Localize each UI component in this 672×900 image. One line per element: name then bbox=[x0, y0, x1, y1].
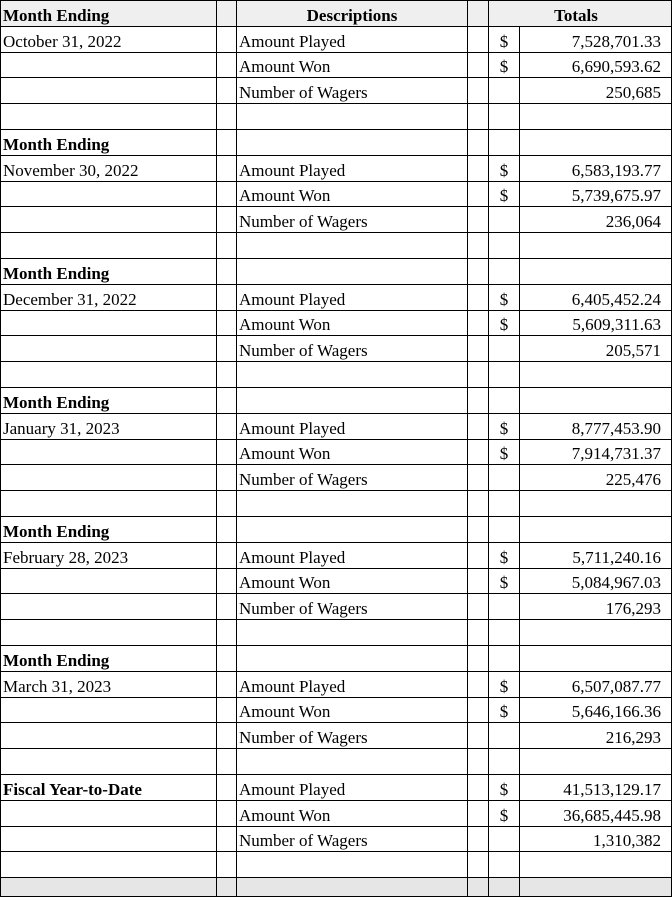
description-cell: Number of Wagers bbox=[237, 465, 468, 491]
currency-cell: $ bbox=[489, 542, 520, 568]
total-cell: 6,507,087.77 bbox=[520, 671, 672, 697]
currency-cell: $ bbox=[489, 697, 520, 723]
total-cell: 36,685,445.98 bbox=[520, 800, 672, 826]
table-row bbox=[1, 826, 672, 852]
section-heading: Month Ending bbox=[1, 645, 217, 671]
total-cell: 7,914,731.37 bbox=[520, 439, 672, 465]
spacer-row bbox=[1, 233, 672, 259]
spacer-row bbox=[1, 362, 672, 388]
header-month-ending: Month Ending bbox=[1, 1, 217, 27]
description-cell: Number of Wagers bbox=[237, 826, 468, 852]
total-cell: 225,476 bbox=[520, 465, 672, 491]
currency-cell: $ bbox=[489, 181, 520, 207]
spacer-row bbox=[1, 620, 672, 646]
period-date: November 30, 2022 bbox=[1, 155, 217, 181]
period-date: February 28, 2023 bbox=[1, 542, 217, 568]
spacer-row bbox=[1, 104, 672, 130]
description-cell: Amount Played bbox=[237, 155, 468, 181]
table-row bbox=[1, 258, 672, 284]
description-cell: Amount Won bbox=[237, 568, 468, 594]
currency-cell: $ bbox=[489, 26, 520, 52]
description-cell: Amount Won bbox=[237, 181, 468, 207]
total-cell: 7,528,701.33 bbox=[520, 26, 672, 52]
description-cell: Amount Played bbox=[237, 26, 468, 52]
description-cell: Amount Won bbox=[237, 800, 468, 826]
spacer-row bbox=[1, 852, 672, 878]
currency-cell: $ bbox=[489, 310, 520, 336]
total-cell: 8,777,453.90 bbox=[520, 413, 672, 439]
footer-row bbox=[1, 878, 672, 897]
currency-cell: $ bbox=[489, 439, 520, 465]
total-cell: 6,583,193.77 bbox=[520, 155, 672, 181]
description-cell: Amount Won bbox=[237, 439, 468, 465]
description-cell: Number of Wagers bbox=[237, 78, 468, 104]
currency-cell: $ bbox=[489, 284, 520, 310]
table-row bbox=[1, 671, 672, 697]
header-totals: Totals bbox=[489, 1, 672, 27]
description-cell: Amount Played bbox=[237, 671, 468, 697]
currency-cell: $ bbox=[489, 774, 520, 800]
period-date: December 31, 2022 bbox=[1, 284, 217, 310]
description-cell: Amount Played bbox=[237, 413, 468, 439]
total-cell: 205,571 bbox=[520, 336, 672, 362]
table-row bbox=[1, 645, 672, 671]
table-row bbox=[1, 155, 672, 181]
table-row bbox=[1, 78, 672, 104]
table-row bbox=[1, 336, 672, 362]
period-date: March 31, 2023 bbox=[1, 671, 217, 697]
header-row bbox=[1, 1, 672, 27]
table-row bbox=[1, 568, 672, 594]
table-row bbox=[1, 723, 672, 749]
description-cell: Number of Wagers bbox=[237, 723, 468, 749]
table-row bbox=[1, 800, 672, 826]
total-cell: 5,739,675.97 bbox=[520, 181, 672, 207]
table-row bbox=[1, 465, 672, 491]
spacer-row bbox=[1, 749, 672, 775]
table-row bbox=[1, 594, 672, 620]
total-cell: 250,685 bbox=[520, 78, 672, 104]
table-row bbox=[1, 542, 672, 568]
total-cell: 5,084,967.03 bbox=[520, 568, 672, 594]
currency-cell: $ bbox=[489, 800, 520, 826]
table-row bbox=[1, 207, 672, 233]
spacer-row bbox=[1, 491, 672, 517]
section-heading: Month Ending bbox=[1, 129, 217, 155]
section-heading: Month Ending bbox=[1, 516, 217, 542]
table-row bbox=[1, 310, 672, 336]
section-heading: Month Ending bbox=[1, 387, 217, 413]
total-cell: 5,711,240.16 bbox=[520, 542, 672, 568]
total-cell: 5,609,311.63 bbox=[520, 310, 672, 336]
table-row bbox=[1, 413, 672, 439]
period-date: October 31, 2022 bbox=[1, 26, 217, 52]
total-cell: 5,646,166.36 bbox=[520, 697, 672, 723]
description-cell: Amount Won bbox=[237, 697, 468, 723]
total-cell: 216,293 bbox=[520, 723, 672, 749]
section-heading: Month Ending bbox=[1, 258, 217, 284]
description-cell: Amount Played bbox=[237, 774, 468, 800]
currency-cell: $ bbox=[489, 52, 520, 78]
currency-cell: $ bbox=[489, 155, 520, 181]
table-row bbox=[1, 774, 672, 800]
table-row bbox=[1, 516, 672, 542]
table-row bbox=[1, 387, 672, 413]
total-cell: 6,690,593.62 bbox=[520, 52, 672, 78]
description-cell: Amount Played bbox=[237, 542, 468, 568]
table-row bbox=[1, 52, 672, 78]
description-cell: Amount Played bbox=[237, 284, 468, 310]
total-cell: 236,064 bbox=[520, 207, 672, 233]
total-cell: 6,405,452.24 bbox=[520, 284, 672, 310]
currency-cell: $ bbox=[489, 671, 520, 697]
description-cell: Amount Won bbox=[237, 310, 468, 336]
table-row bbox=[1, 181, 672, 207]
table-row bbox=[1, 439, 672, 465]
currency-cell: $ bbox=[489, 568, 520, 594]
table-row bbox=[1, 284, 672, 310]
period-date: January 31, 2023 bbox=[1, 413, 217, 439]
description-cell: Amount Won bbox=[237, 52, 468, 78]
currency-cell: $ bbox=[489, 413, 520, 439]
header-descriptions: Descriptions bbox=[237, 1, 468, 27]
total-cell: 1,310,382 bbox=[520, 826, 672, 852]
table-row bbox=[1, 26, 672, 52]
description-cell: Number of Wagers bbox=[237, 594, 468, 620]
table-row bbox=[1, 129, 672, 155]
total-cell: 41,513,129.17 bbox=[520, 774, 672, 800]
fiscal-ytd-label: Fiscal Year-to-Date bbox=[1, 774, 217, 800]
description-cell: Number of Wagers bbox=[237, 336, 468, 362]
description-cell: Number of Wagers bbox=[237, 207, 468, 233]
total-cell: 176,293 bbox=[520, 594, 672, 620]
table-row bbox=[1, 697, 672, 723]
